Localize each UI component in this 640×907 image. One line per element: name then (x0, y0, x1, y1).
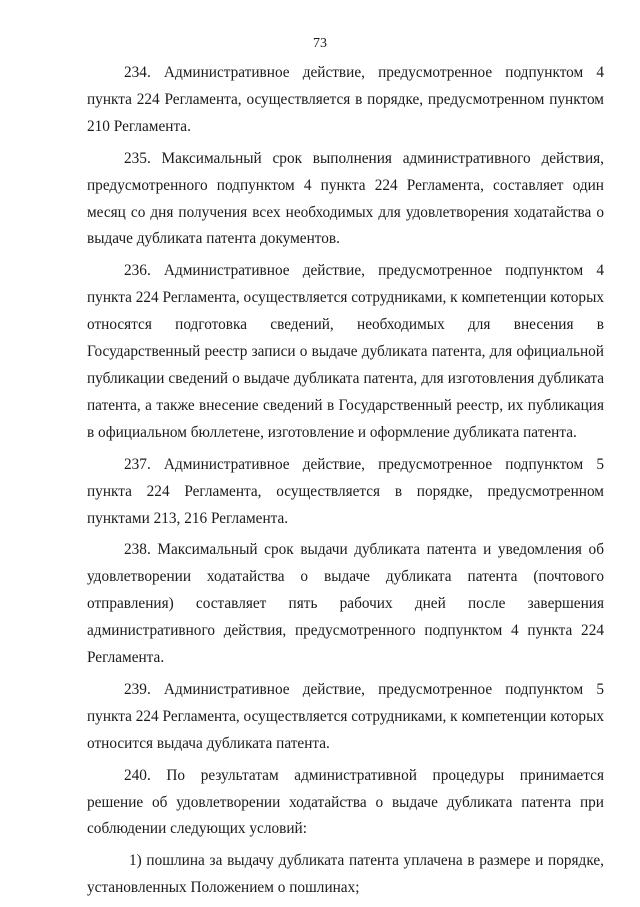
page-number: 73 (313, 36, 327, 51)
paragraph-234: 234. Административное действие, предусмотренное подпунктом 4 пункта 224 Регламента, осуществляется в порядке, предусмотренном пунктом 210 Регламента. (87, 64, 604, 135)
document-body (87, 60, 604, 907)
paragraph-240: 240. По результатам административной процедуры принимается решение об удовлетворении ходатайства о выдаче дубликата патента при соблюдении следующих условий: (87, 766, 604, 838)
paragraph-239: 239. Административное действие, предусмотренное подпунктом 5 пункта 224 Регламента, осуществляется сотрудниками, к компетенции которых относится выдача дубликата патента. (87, 680, 604, 752)
paragraph-235: 235. Максимальный срок выполнения административного действия, предусмотренного подпунктом 4 пункта 224 Регламента, составляет один месяц со дня получения всех необходимых для удовлетворения ходатайства о выдаче дубликата патента документов. (87, 149, 604, 248)
paragraph-237: 237. Административное действие, предусмотренное подпунктом 5 пункта 224 Регламента, осуществляется в порядке, предусмотренном пунктами 213, 216 Регламента. (87, 455, 604, 527)
paragraph-236: 236. Административное действие, предусмотренное подпунктом 4 пункта 224 Регламента, осуществляется сотрудниками, к компетенции которых относятся подготовка сведений, необходимых для внесения в Государственный реестр записи о выдаче дубликата патента, для официальной публикации сведений о выдаче дубликата патента, для изготовления дубликата патента, а также внесение сведений в Государственный реестр, их публикация в официальном бюллетене, изготовление и оформление дубликата патента. (87, 262, 604, 441)
paragraph-238: 238. Максимальный срок выдачи дубликата патента и уведомления об удовлетворении ходатайства о выдаче дубликата патента (почтового отправления) составляет пять рабочих дней после завершения административного действия, предусмотренного подпунктом 4 пункта 224 Регламента. (87, 541, 604, 667)
paragraph-240-item-1: 1) пошлина за выдачу дубликата патента уплачена в размере и порядке, установленных Положением о пошлинах; (87, 852, 604, 897)
